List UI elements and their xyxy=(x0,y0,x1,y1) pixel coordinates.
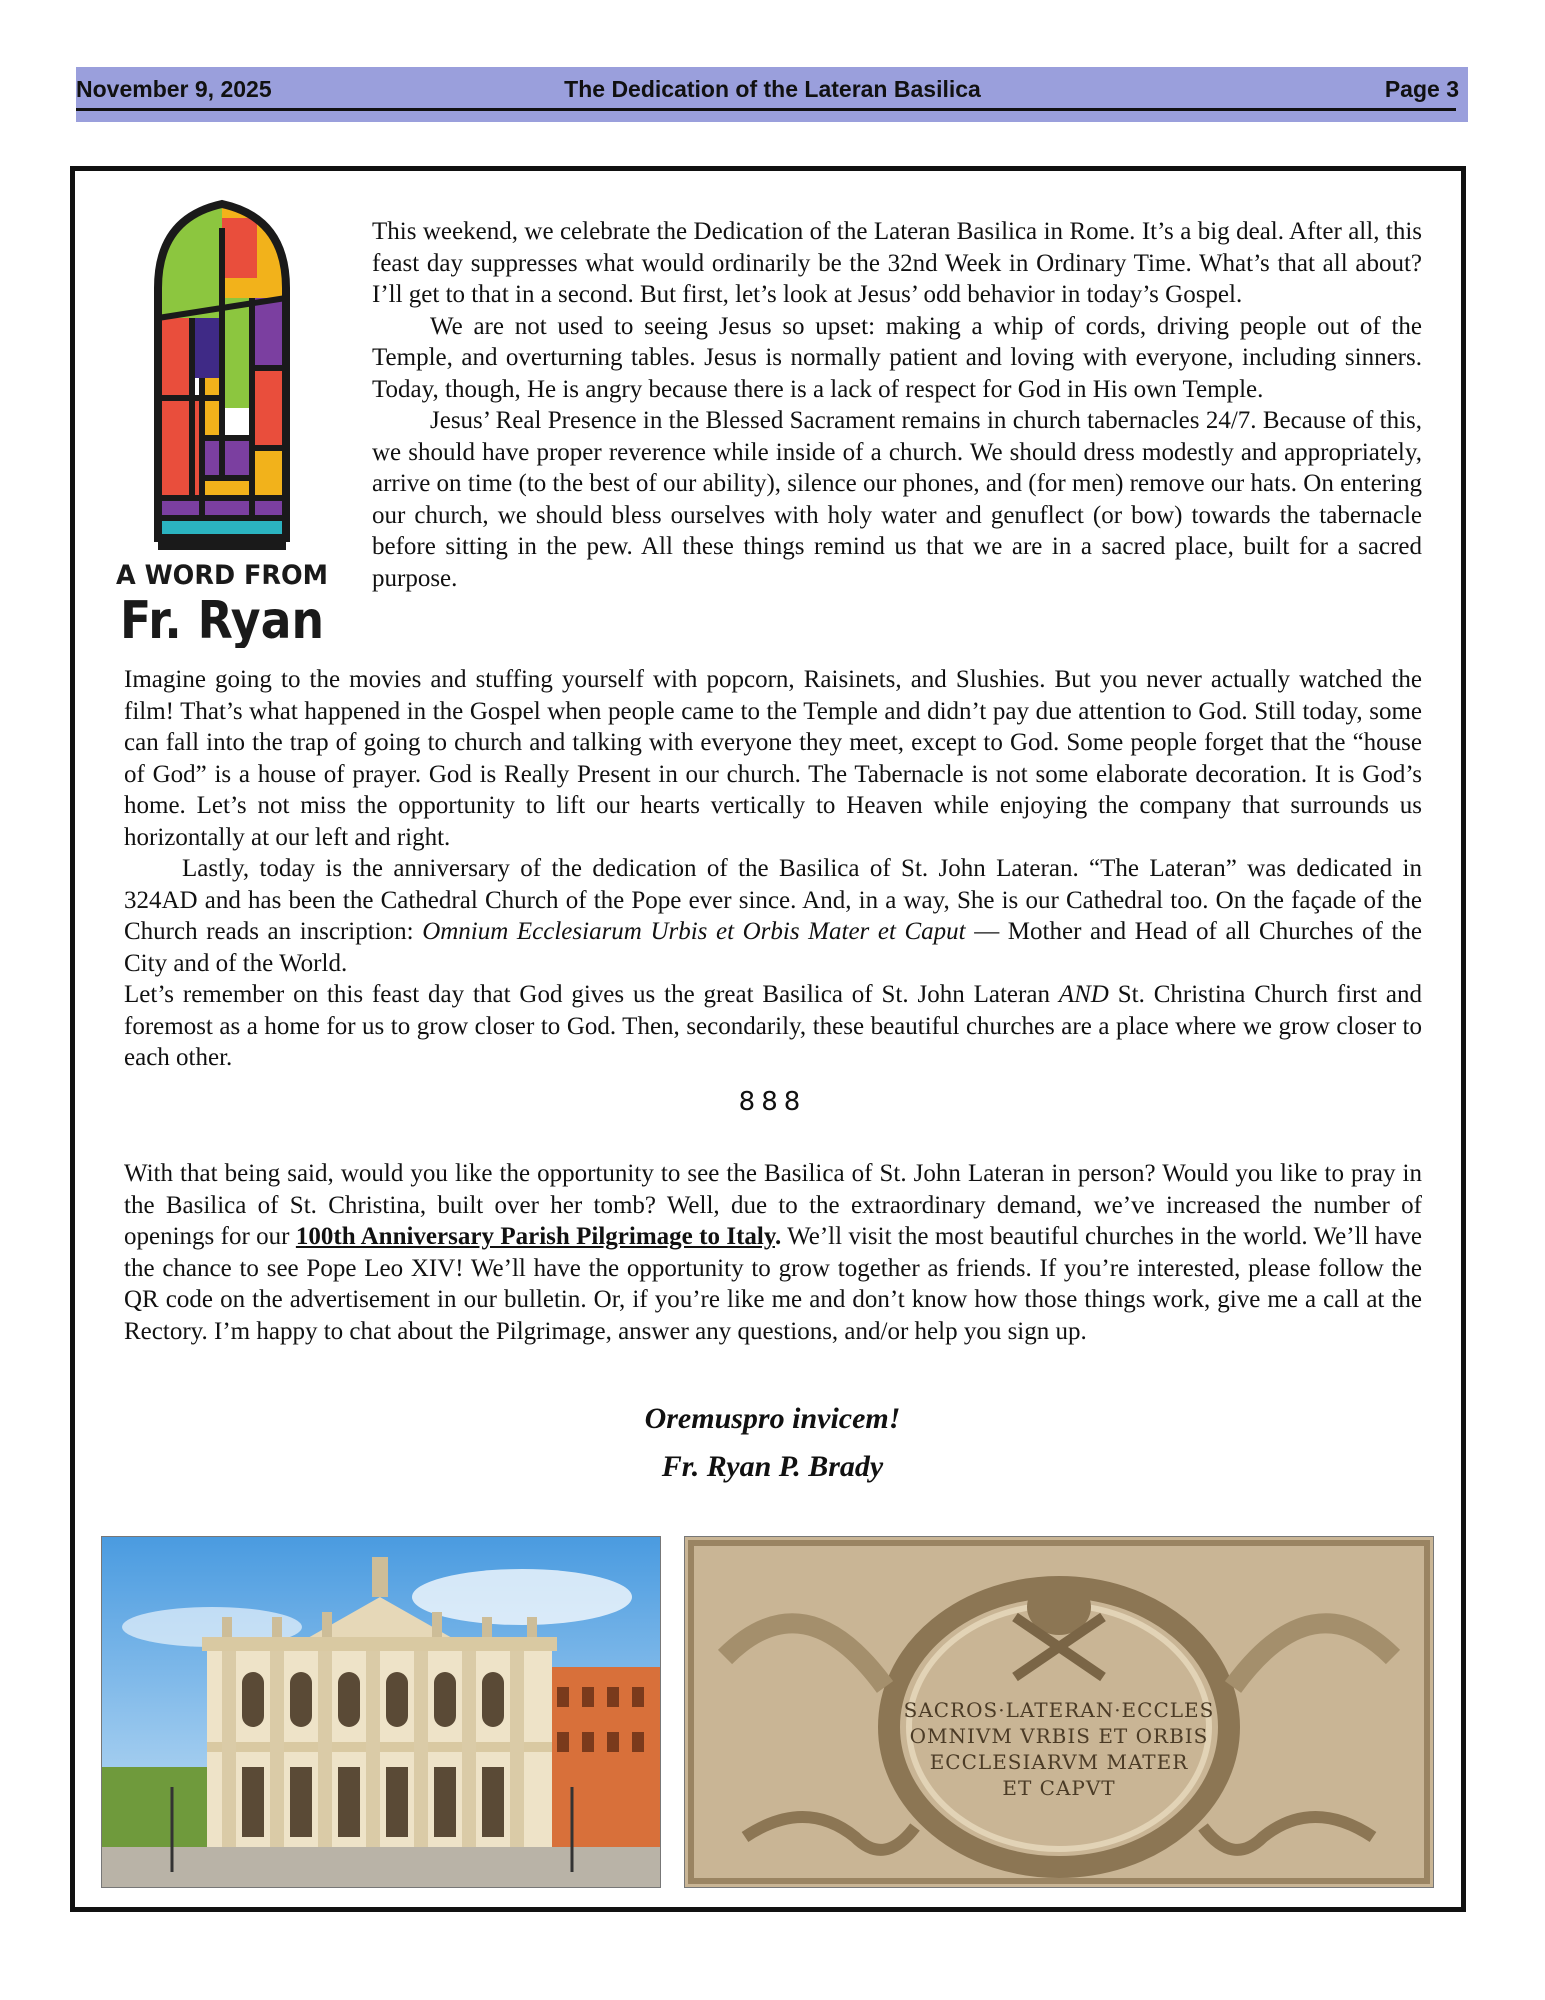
inscription-line-2: OMNIVM VRBIS ET ORBIS xyxy=(909,1724,1209,1748)
pilgrimage-link[interactable]: 100th Anniversary Parish Pilgrimage to Italy xyxy=(295,1223,775,1250)
section-divider: 888 xyxy=(738,1087,807,1117)
logo-line-2: Fr. Ryan xyxy=(120,591,324,648)
basilica-facade-photo xyxy=(101,1536,661,1888)
header-date: November 9, 2025 xyxy=(76,76,272,102)
paragraph-5: Lastly, today is the anniversary of the dedication of the Basilica of St. John Lateran. “The Lateran” was dedicated in 324AD and has been the Cathedral Church of the Pope ever since. And, in a way, She is our Cathedral too. On the façade of the Church reads an inscription: Omnium Ecclesiarum Urbis et Orbis Mater et Caput — Mother and Head of all Churches of the City and of the World. xyxy=(124,855,1422,977)
paragraph-6: Let’s remember on this feast day that God gives us the great Basilica of St. John Lateran AND St. Christina Church first and foremost as a home for us to grow closer to God. Then, secondarily, these beautiful churches are a place where we grow closer to each other. xyxy=(124,981,1422,1071)
paragraph-1: This weekend, we celebrate the Dedication of the Lateran Basilica in Rome. It’s a big deal. After all, this feast day suppresses what would ordinarily be the 32nd Week in Ordinary Time. What’s that all about? I’ll get to that in a second. But first, let’s look at Jesus’ odd behavior in today’s Gospel. xyxy=(372,218,1422,308)
pilgrimage-section xyxy=(124,1158,1422,1347)
header-rule xyxy=(76,108,1456,111)
a-word-from-fr-ryan-logo xyxy=(112,198,332,648)
latin-inscription-text: Omnium Ecclesiarum Urbis et Orbis Mater et Caput xyxy=(422,918,966,945)
header-title: The Dedication of the Lateran Basilica xyxy=(564,76,981,102)
inscription-line-1: SACROS·LATERAN·ECCLES xyxy=(903,1698,1215,1722)
paragraph-3: Jesus’ Real Presence in the Blessed Sacrament remains in church tabernacles 24/7. Because of this, we should have proper reverence while inside of a church. We should dress modestly and appropriately, arrive on time (to the best of our ability), silence our phones, and (for men) remove our hats. On entering our church, we should bless ourselves with holy water and genuflect (or bow) towards the tabernacle before sitting in the pew. All these things remind us that we are in a sacred place, built for a sacred purpose. xyxy=(372,407,1422,592)
closing-phrase: Oremuspro invicem! xyxy=(644,1402,901,1435)
inscription-line-3: ECCLESIARVM MATER xyxy=(929,1750,1189,1774)
paragraph-7: With that being said, would you like the opportunity to see the Basilica of St. John Lateran in person? Would you like to pray in the Basilica of St. Christina, built over her tomb? Well, due to the extraordinary demand, we’ve increased the number of openings for our 100th Anniversary Parish Pilgrimage to Italy. We’ll visit the most beautiful churches in the world. We’ll have the chance to see Pope Leo XIV! We’ll have the opportunity to grow together as friends. If you’re interested, please follow the QR code on the advertisement in our bulletin. Or, if you’re like me and don’t know how those things work, give me a call at the Rectory. I’m happy to chat about the Pilgrimage, answer any questions, and/or help you sign up. xyxy=(124,1160,1422,1345)
signature: Fr. Ryan P. Brady xyxy=(661,1450,884,1483)
logo-line-1: A WORD FROM xyxy=(116,560,328,591)
header-page-number: Page 3 xyxy=(1384,76,1459,102)
main-body-section xyxy=(124,664,1422,1074)
inscription-relief-photo xyxy=(684,1536,1434,1888)
paragraph-4: Imagine going to the movies and stuffing yourself with popcorn, Raisinets, and Slushies. But you never actually watched the film! That’s what happened in the Gospel when people came to the Temple and didn’t pay due attention to God. Still today, some can fall into the trap of going to church and talking with everyone they meet, except to God. Some people forget that the “house of God” is a house of prayer. God is Really Present in our church. The Tabernacle is not some elaborate decoration. It is God’s home. Let’s not miss the opportunity to lift our hearts vertically to Heaven while enjoying the company that surrounds us horizontally at our left and right. xyxy=(124,666,1422,851)
stained-glass-window-icon xyxy=(152,198,292,550)
intro-section xyxy=(372,216,1422,594)
inscription-line-4: ET CAPVT xyxy=(1002,1776,1116,1800)
paragraph-2: We are not used to seeing Jesus so upset: making a whip of cords, driving people out of the Temple, and overturning tables. Jesus is normally patient and loving with everyone, including sinners. Today, though, He is angry because there is a lack of respect for God in His own Temple. xyxy=(372,312,1422,403)
